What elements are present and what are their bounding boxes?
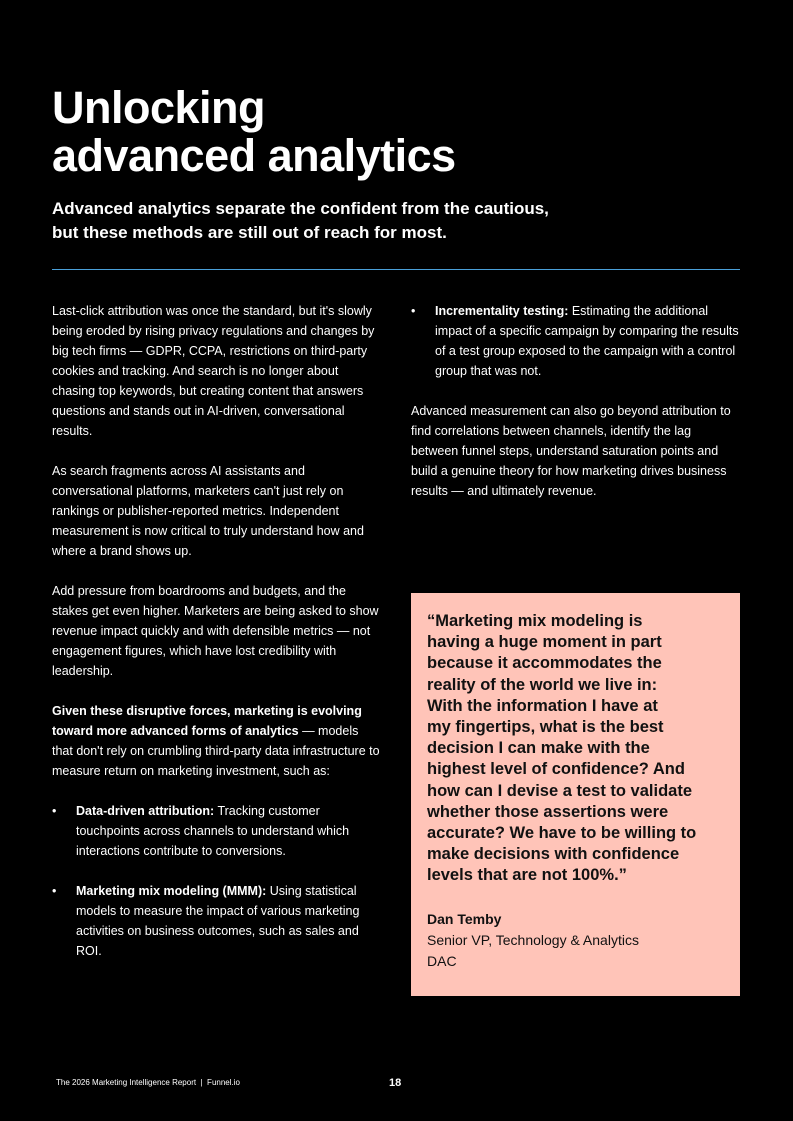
paragraph-advanced-measurement: Advanced measurement can also go beyond attribution to find correlations between channels, identify the lag between funnel steps, understand saturation points and build a genuine theory for how marketing drives business results — and ultimately revenue. [411,404,731,498]
quote-line: because it accommodates the [427,654,662,673]
bullet-icon: • [411,304,416,318]
quote-line: levels that are not 100%.” [427,866,627,885]
quote-line: highest level of confidence? And [427,760,685,779]
list-item-term: Marketing mix modeling (MMM): [76,884,267,898]
list-item-text: Estimating the additional impact of a specific campaign by comparing the results of a test group exposed to the campaign with a control group that was not. [435,304,739,378]
subtitle-line-1: Advanced analytics separate the confident from the cautious, [52,199,549,218]
list-item-text: Tracking customer touchpoints across channels to understand which interactions contribute to conversions. [76,804,350,858]
quote-line: “Marketing mix modeling is [427,612,643,630]
quote-line: accurate? We have to be willing to [427,824,697,843]
quote-line: decision I can make with the [427,739,650,758]
list-item-data-driven-attribution [52,801,382,861]
page-title [52,84,732,180]
list-item-term: Incrementality testing: [435,304,569,318]
quote-line: my fingertips, what is the best [427,718,664,737]
bullet-icon: • [52,804,57,818]
section-divider [52,269,740,270]
list-item-term: Data-driven attribution: [76,804,215,818]
quote-author: Dan Temby [427,910,502,927]
paragraph-lead-bold: Given these disruptive forces, marketing is evolving toward more advanced forms of analytics [52,704,362,738]
subtitle-line-2: but these methods are still out of reach for most. [52,223,447,242]
paragraph-search: As search fragments across AI assistants and conversational platforms, marketers can't just rely on rankings or publisher-reported metrics. Independent measurement is now critical to truly understand how and where a brand shows up. [52,464,364,558]
quote-text [427,611,726,887]
right-column [411,301,741,521]
title-line-1: Unlocking [52,82,266,133]
title-line-2: advanced analytics [52,130,456,181]
quote-line: With the information I have at [427,696,658,715]
list-item-text: Using statistical models to measure the impact of various marketing activities on business outcomes, such as sales and ROI. [76,884,360,958]
quote-line: reality of the world we live in: [427,675,658,694]
quote-line: having a huge moment in part [427,633,662,652]
quote-author-role: Senior VP, Technology & Analytics [427,931,639,948]
quote-line: whether those assertions were [427,802,669,821]
paragraph-attribution: Last-click attribution was once the standard, but it's slowly being eroded by rising privacy regulations and changes by big tech firms — GDPR, CCPA, restrictions on third-party cookies and tracking. And search is no longer about chasing top keywords, but creating content that answers questions and stands out in AI-driven, conversational results. [52,304,375,438]
page-subtitle [52,197,652,245]
list-item-marketing-mix-modeling [52,881,382,961]
quote-author-org: DAC [427,952,457,969]
paragraph-pressure: Add pressure from boardrooms and budgets, and the stakes get even higher. Marketers are being asked to show revenue impact quickly and with defensible metrics — not engagement figures, which have lost credibility with leadership. [52,584,379,678]
left-column [52,301,382,981]
paragraph-lead-rest: — models that don't rely on crumbling third-party data infrastructure to measure return on marketing investment, such as: [52,724,380,778]
paragraph-advanced-analytics [52,701,382,781]
page-number: 18 [389,1077,402,1089]
pull-quote [411,593,740,996]
list-item-incrementality-testing [411,301,741,381]
footer-report-name: The 2026 Marketing Intelligence Report | Funnel.io [56,1078,240,1087]
methods-list [52,801,382,961]
quote-line: how can I devise a test to validate [427,781,693,800]
quote-line: make decisions with confidence [427,845,680,864]
bullet-icon: • [52,884,57,898]
methods-list-continued [411,301,741,381]
